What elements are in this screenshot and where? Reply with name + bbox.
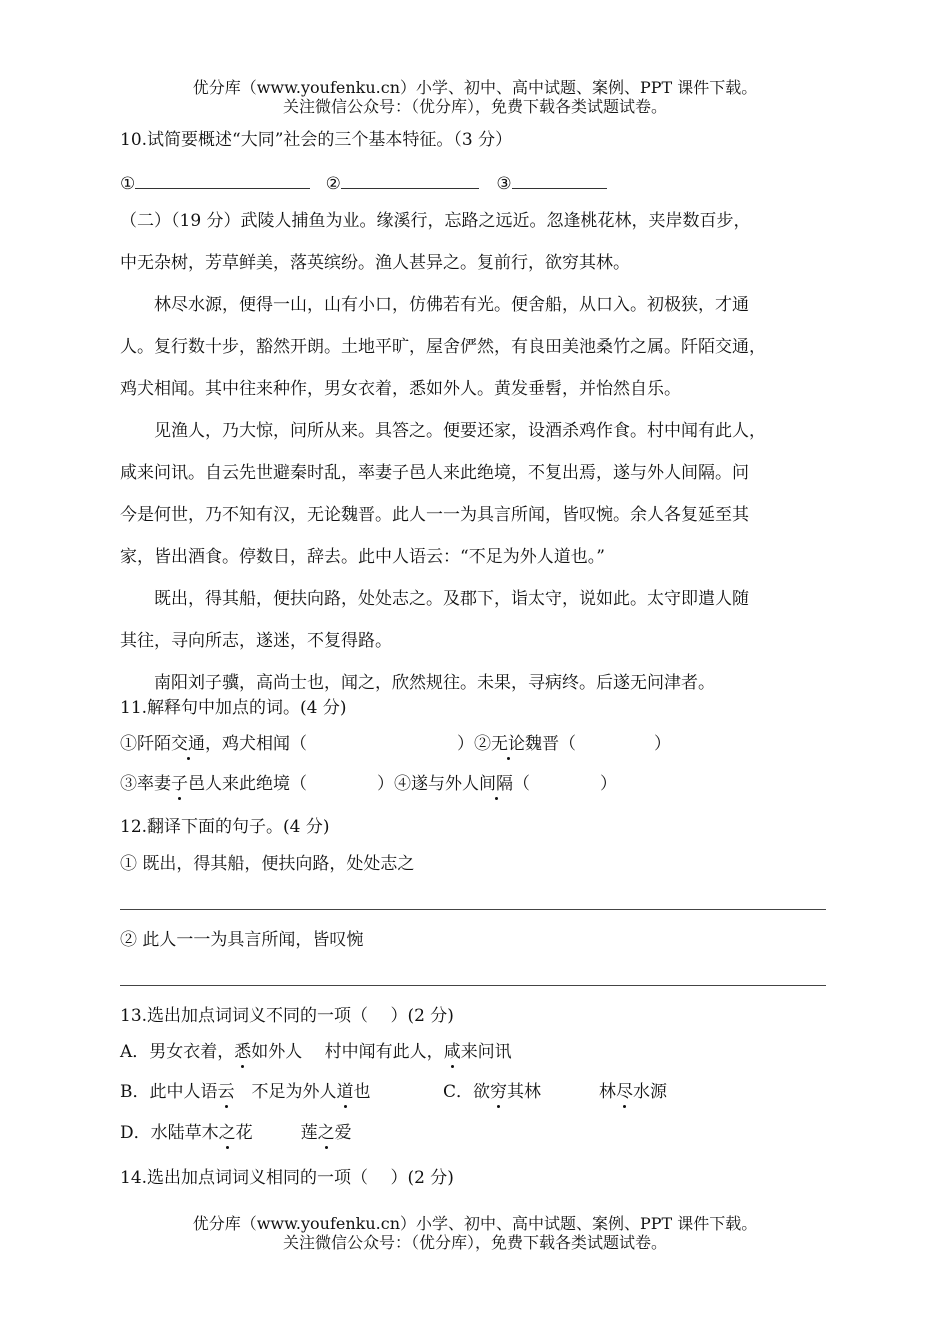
option-text: 林 — [599, 1082, 617, 1102]
q11-item-4-text: ④遂与外人 — [394, 774, 479, 794]
dotted-word: 云 — [217, 1082, 235, 1102]
blank-3-marker: ③ — [496, 174, 512, 194]
option-text: 不足为外人 — [234, 1082, 337, 1102]
passage-line: 中无杂树，芳草鲜美，落英缤纷。渔人甚异之。复前行，欲穷其林。 — [120, 253, 630, 273]
option-text: 花 — [235, 1123, 253, 1143]
dotted-word: 尽 — [616, 1082, 634, 1102]
dotted-word: 道 — [336, 1082, 354, 1102]
q11-item-2-close: ） — [654, 734, 671, 754]
question-10 — [120, 128, 512, 152]
option-text: 如外人 村中闻有此人， — [251, 1042, 444, 1062]
option-text: B．此中人语 — [120, 1082, 218, 1102]
passage-line: 家，皆出酒食。停数日，辞去。此中人语云：“不足为外人道也。” — [120, 547, 605, 567]
question-10-text: 10.试简要概述“大同”社会的三个基本特征。（3 分） — [120, 130, 513, 150]
passage-line: 鸡犬相闻。其中往来种作，男女衣着，悉如外人。黄发垂髫，并怡然自乐。 — [120, 379, 681, 399]
question-13-title: 13.选出加点词词义不同的一项（ ）(2 分) — [120, 1006, 454, 1026]
option-text: 爱 — [334, 1123, 352, 1143]
dotted-word: 无论 — [491, 734, 525, 754]
q11-item-1-close: ） — [457, 734, 474, 754]
passage-line: （二）（19 分）武陵人捕鱼为业。缘溪行，忘路之远近。忽逢桃花林，夹岸数百步， — [120, 211, 751, 231]
q13-option-a[interactable] — [120, 1040, 512, 1064]
answer-line-1[interactable] — [120, 909, 826, 910]
question-10-answer-blanks — [120, 172, 607, 196]
option-text: D．水陆草木 — [120, 1123, 219, 1143]
dotted-word: 之 — [218, 1123, 236, 1143]
option-text: 其林 — [507, 1082, 542, 1102]
question-12-sentence-1: ① 既出，得其船，便扶向路，处处志之 — [120, 854, 415, 874]
q11-item-4-close: ） — [600, 774, 617, 794]
passage-line: 咸来问讯。自云先世避秦时乱，率妻子邑人来此绝境，不复出焉，遂与外人间隔。问 — [120, 463, 749, 483]
option-text: C．欲 — [443, 1082, 491, 1102]
dotted-word: 穷 — [490, 1082, 508, 1102]
q11-item-2-text: ② — [474, 734, 491, 754]
q11-item-3-text: ③率妻 — [120, 774, 171, 794]
page-footer — [0, 1214, 950, 1252]
footer-line-2: 关注微信公众号：（优分库），免费下载各类试题试卷。 — [282, 1233, 667, 1252]
passage-line: 今是何世，乃不知有汉，无论魏晋。此人一一为具言所闻，皆叹惋。余人各复延至其 — [120, 505, 749, 525]
passage-line: 人。复行数十步，豁然开朗。土地平旷，屋舍俨然，有良田美池桑竹之属。阡陌交通， — [120, 337, 766, 357]
dotted-word: 间隔 — [479, 774, 513, 794]
answer-blank-3[interactable] — [512, 172, 607, 189]
passage-taohuayuan — [120, 200, 835, 704]
q11-item-2-text: 魏晋（ — [525, 734, 576, 754]
dotted-word: 子 — [171, 774, 188, 794]
header-line-2: 关注微信公众号：（优分库），免费下载各类试题试卷。 — [282, 97, 667, 116]
question-12-sentence-2: ② 此人一一为具言所闻，皆叹惋 — [120, 930, 364, 950]
question-14-title: 14.选出加点词词义相同的一项（ ）(2 分) — [120, 1168, 454, 1188]
blank-1-marker: ① — [120, 174, 136, 194]
answer-blank-2[interactable] — [341, 172, 479, 189]
q13-option-b[interactable] — [120, 1080, 371, 1104]
q13-option-c[interactable] — [443, 1080, 667, 1104]
passage-line: 其往，寻向所志，遂迷，不复得路。 — [120, 631, 392, 651]
answer-line-2[interactable] — [120, 985, 826, 986]
question-11-title: 11.解释句中加点的词。(4 分) — [120, 698, 347, 718]
passage-line: 见渔人，乃大惊，问所从来。具答之。便要还家，设酒杀鸡作食。村中闻有此人， — [154, 421, 766, 441]
q11-item-3-text: 邑人来此绝境（ — [188, 774, 307, 794]
answer-blank-1[interactable] — [135, 172, 310, 189]
dotted-word: 悉 — [234, 1042, 252, 1062]
question-11-row-1 — [120, 732, 671, 756]
dotted-word: 之 — [317, 1123, 335, 1143]
page-header-top — [0, 78, 950, 116]
option-text: 莲 — [300, 1123, 318, 1143]
option-text: 来问讯 — [460, 1042, 512, 1062]
option-text: 也 — [353, 1082, 371, 1102]
option-text: A．男女衣着， — [120, 1042, 235, 1062]
header-line-1: 优分库（www.youfenku.cn）小学、初中、高中试题、案例、PPT 课件下载。 — [192, 78, 758, 97]
q11-item-3-close: ） — [377, 774, 394, 794]
passage-line: 既出，得其船，便扶向路，处处志之。及郡下，诣太守，说如此。太守即遣人随 — [154, 589, 749, 609]
dotted-word: 交通 — [171, 734, 205, 754]
passage-line: 林尽水源，便得一山，山有小口，仿佛若有光。便舍船，从口入。初极狭，才通 — [154, 295, 749, 315]
q11-item-1-text: ，鸡犬相闻（ — [205, 734, 307, 754]
question-12-title: 12.翻译下面的句子。(4 分) — [120, 817, 330, 837]
footer-line-1: 优分库（www.youfenku.cn）小学、初中、高中试题、案例、PPT 课件下载。 — [192, 1214, 758, 1233]
passage-line: 南阳刘子骥，高尚士也，闻之，欣然规往。未果，寻病终。后遂无问津者。 — [154, 673, 715, 693]
blank-2-marker: ② — [325, 174, 341, 194]
option-text: 水源 — [633, 1082, 668, 1102]
question-11-row-2 — [120, 772, 617, 796]
q13-option-d[interactable] — [120, 1121, 352, 1145]
q11-item-4-text: （ — [513, 774, 530, 794]
dotted-word: 咸 — [443, 1042, 461, 1062]
q11-item-1-text: ①阡陌 — [120, 734, 171, 754]
